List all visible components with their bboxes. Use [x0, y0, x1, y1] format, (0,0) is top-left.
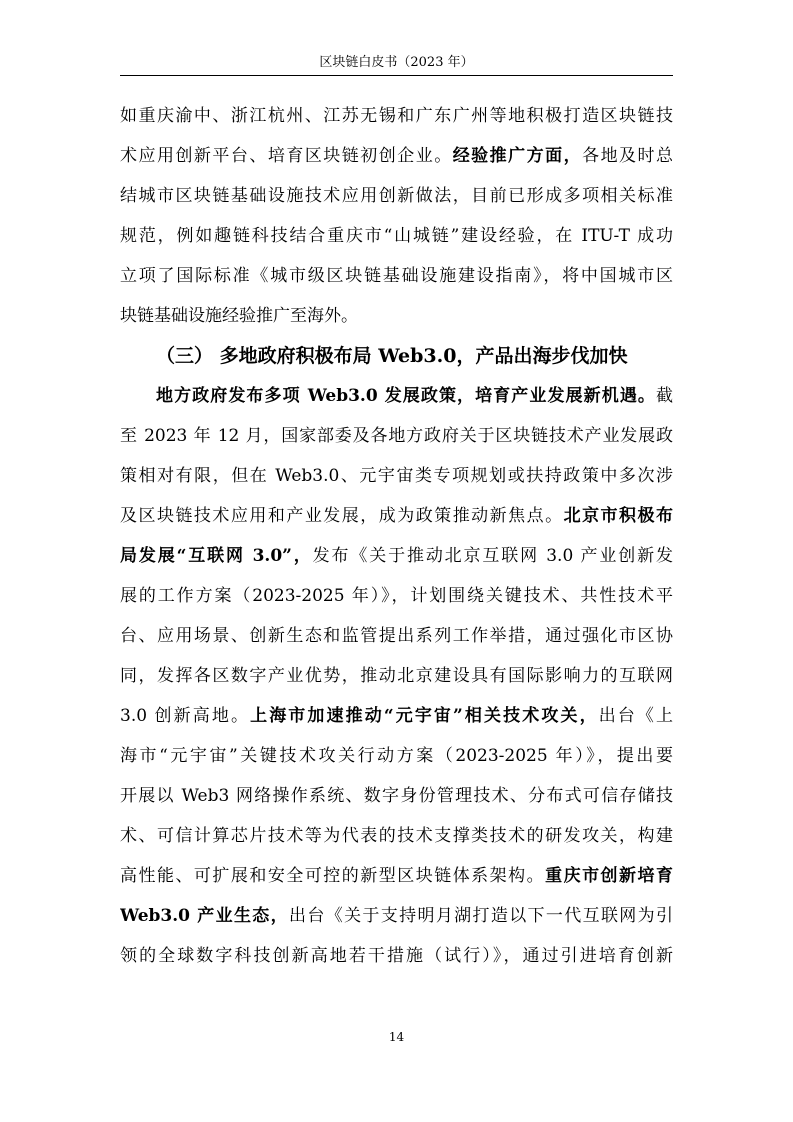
text-run: 发布《关于推动北京互联网 3.0 产业创新发 [312, 546, 673, 566]
bold-lead-phrase: 经验推广方面， [452, 146, 583, 166]
bold-lead-phrase: Web3.0 产业生态， [120, 906, 290, 926]
text-run: 出台《上 [598, 706, 673, 726]
text-run: 术应用创新平台、培育区块链初创企业。 [120, 146, 453, 166]
paragraph-line: 开展以 Web3 网络操作系统、数字身份管理技术、分布式可信存储技 [120, 786, 673, 806]
paragraph-line: 同，发挥各区数字产业优势，推动北京建设具有国际影响力的互联网 [120, 666, 673, 686]
text-run: 截 [656, 386, 673, 406]
paragraph-line [120, 696, 673, 736]
paragraph-line: 展的工作方案（2023-2025 年）》，计划围绕关键技术、共性技术平 [120, 586, 673, 606]
paragraph-line: 至 2023 年 12 月，国家部委及各地方政府关于区块链技术产业发展政 [120, 426, 673, 446]
paragraph-line: 领的全球数字科技创新高地若干措施（试行）》，通过引进培育创新 [120, 946, 673, 966]
paragraph-line: 规范，例如趣链科技结合重庆市“山城链”建设经验，在 ITU-T 成功 [120, 226, 673, 246]
paragraph-line: 块链基础设施经验推广至海外。 [120, 306, 358, 326]
paragraph-line [120, 896, 673, 936]
paragraph-line [120, 136, 673, 176]
paragraph-line: 术、可信计算芯片技术等为代表的技术支撑类技术的研发攻关，构建 [120, 826, 673, 846]
paragraph-line: 策相对有限，但在 Web3.0、元宇宙类专项规划或扶持政策中多次涉 [120, 466, 673, 486]
text-run: 各地及时总 [582, 146, 673, 166]
paragraph-line [120, 536, 673, 576]
document-body [120, 96, 673, 976]
paragraph-line [120, 376, 673, 416]
text-run: 出台《关于支持明月湖打造以下一代互联网为引 [289, 906, 673, 926]
text-run: 高性能、可扩展和安全可控的新型区块链体系架构。 [120, 866, 546, 886]
section-heading: （三） 多地政府积极布局 Web3.0，产品出海步伐加快 [156, 345, 628, 367]
bold-lead-phrase: 地方政府发布多项 Web3.0 发展政策，培育产业发展新机遇。 [156, 386, 656, 406]
header-rule [120, 75, 673, 76]
paragraph-line [120, 496, 673, 536]
paragraph-line: 结城市区块链基础设施技术应用创新做法，目前已形成多项相关标准 [120, 186, 673, 206]
text-run: 及区块链技术应用和产业发展，成为政策推动新焦点。 [120, 506, 564, 526]
paragraph-line: 如重庆渝中、浙江杭州、江苏无锡和广东广州等地积极打造区块链技 [120, 106, 673, 126]
bold-lead-phrase: 上海市加速推动“元宇宙”相关技术攻关， [250, 706, 599, 726]
bold-lead-phrase: 局发展“互联网 3.0”， [120, 546, 313, 566]
paragraph-line: 立项了国际标准《城市级区块链基础设施建设指南》，将中国城市区 [120, 266, 673, 286]
bold-lead-phrase: 北京市积极布 [563, 506, 673, 526]
paragraph-line [120, 856, 673, 896]
running-header: 区块链白皮书（2023 年） [319, 55, 474, 70]
paragraph-line: 海市“元宇宙”关键技术攻关行动方案（2023-2025 年）》，提出要 [120, 746, 673, 766]
page-number: 14 [388, 1030, 405, 1044]
bold-lead-phrase: 重庆市创新培育 [545, 866, 673, 886]
text-run: 3.0 创新高地。 [120, 706, 251, 726]
paragraph-line: 台、应用场景、创新生态和监管提出系列工作举措，通过强化市区协 [120, 626, 673, 646]
